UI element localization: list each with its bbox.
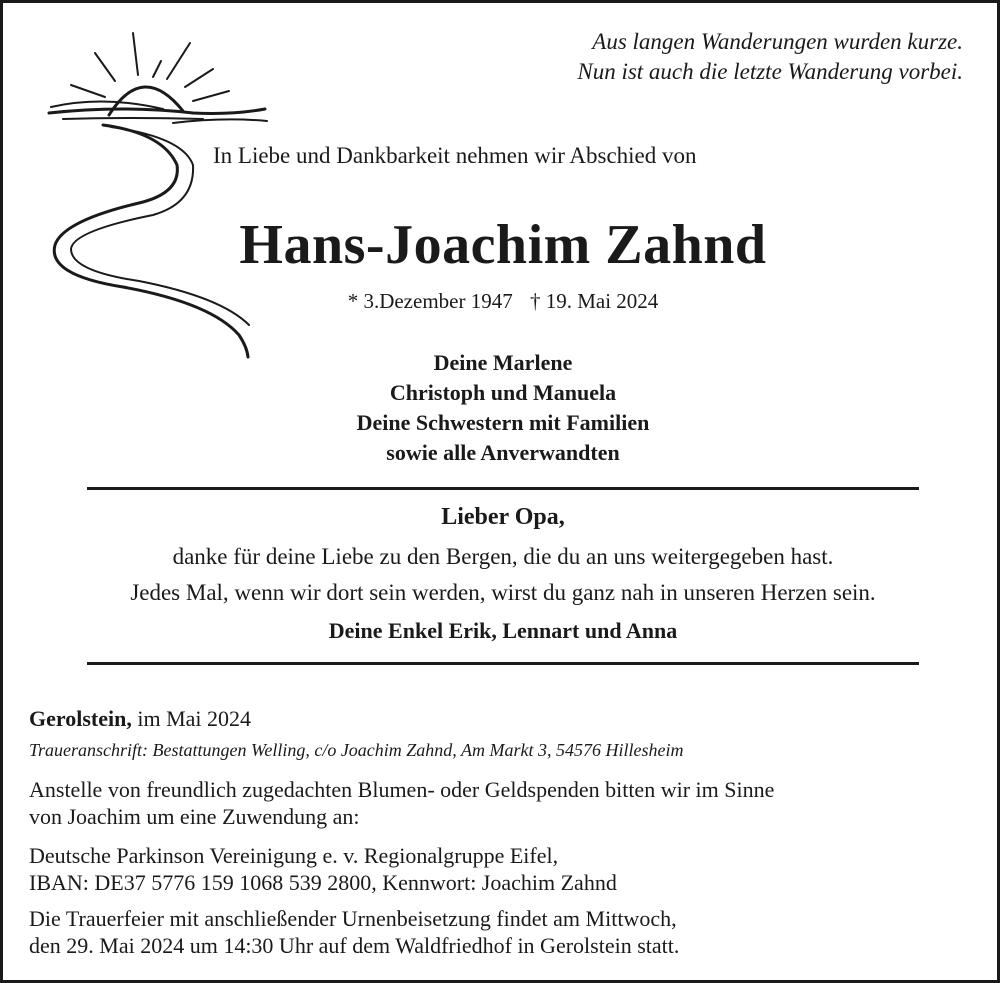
mourner-line: Deine Marlene [433,350,573,375]
mourner-line: Deine Schwestern mit Familien [356,410,650,435]
ceremony-line-1: Die Trauerfeier mit anschließender Urnenbeisetzung findet am Mittwoch, [29,906,677,931]
motto-line-1: Aus langen Wanderungen wurden kurze. [592,29,963,54]
opa-message [3,539,1000,611]
divider [87,662,919,665]
birth-date: * 3.Dezember 1947 [347,289,513,313]
opa-line-1: danke für deine Liebe zu den Bergen, die du an uns weitergegeben hast. [172,544,834,569]
deceased-name: Hans-Joachim Zahnd [239,214,767,276]
donation-line-1: Anstelle von freundlich zugedachten Blumen- oder Geldspenden bitten wir im Sinne [29,777,775,802]
motto-line-2: Nun ist auch die letzte Wanderung vorbei. [577,59,963,84]
divider [87,487,919,490]
sunset-path-icon [43,25,273,365]
motto [577,27,963,87]
place-town: Gerolstein, [29,706,132,731]
donation-line-2: von Joachim um eine Zuwendung an: [29,804,360,829]
ceremony-line-2: den 29. Mai 2024 um 14:30 Uhr auf dem Waldfriedhof in Gerolstein statt. [29,933,680,958]
place-month: im Mai 2024 [137,706,252,731]
opa-heading: Lieber Opa, [441,504,565,530]
life-dates [3,289,1000,314]
intro-text: In Liebe und Dankbarkeit nehmen wir Abschied von [213,143,697,168]
mourner-line: sowie alle Anverwandten [386,440,620,465]
mourner-line: Christoph und Manuela [389,380,617,405]
opa-line-2: Jedes Mal, wenn wir dort sein werden, wirst du ganz nah in unseren Herzen sein. [130,580,876,605]
mourners-list [3,348,1000,468]
bank-line-2: IBAN: DE37 5776 159 1068 539 2800, Kennwort: Joachim Zahnd [29,870,617,895]
death-date: † 19. Mai 2024 [529,289,659,313]
grandchildren-signature: Deine Enkel Erik, Lennart und Anna [328,618,678,643]
bank-line-1: Deutsche Parkinson Vereinigung e. v. Regionalgruppe Eifel, [29,843,559,868]
bank-details [29,842,969,896]
donation-request [29,776,969,830]
mourning-address: Traueranschrift: Bestattungen Welling, c/o Joachim Zahnd, Am Markt 3, 54576 Hillesheim [29,740,684,760]
ceremony-details [29,905,969,959]
place-date [29,706,251,732]
